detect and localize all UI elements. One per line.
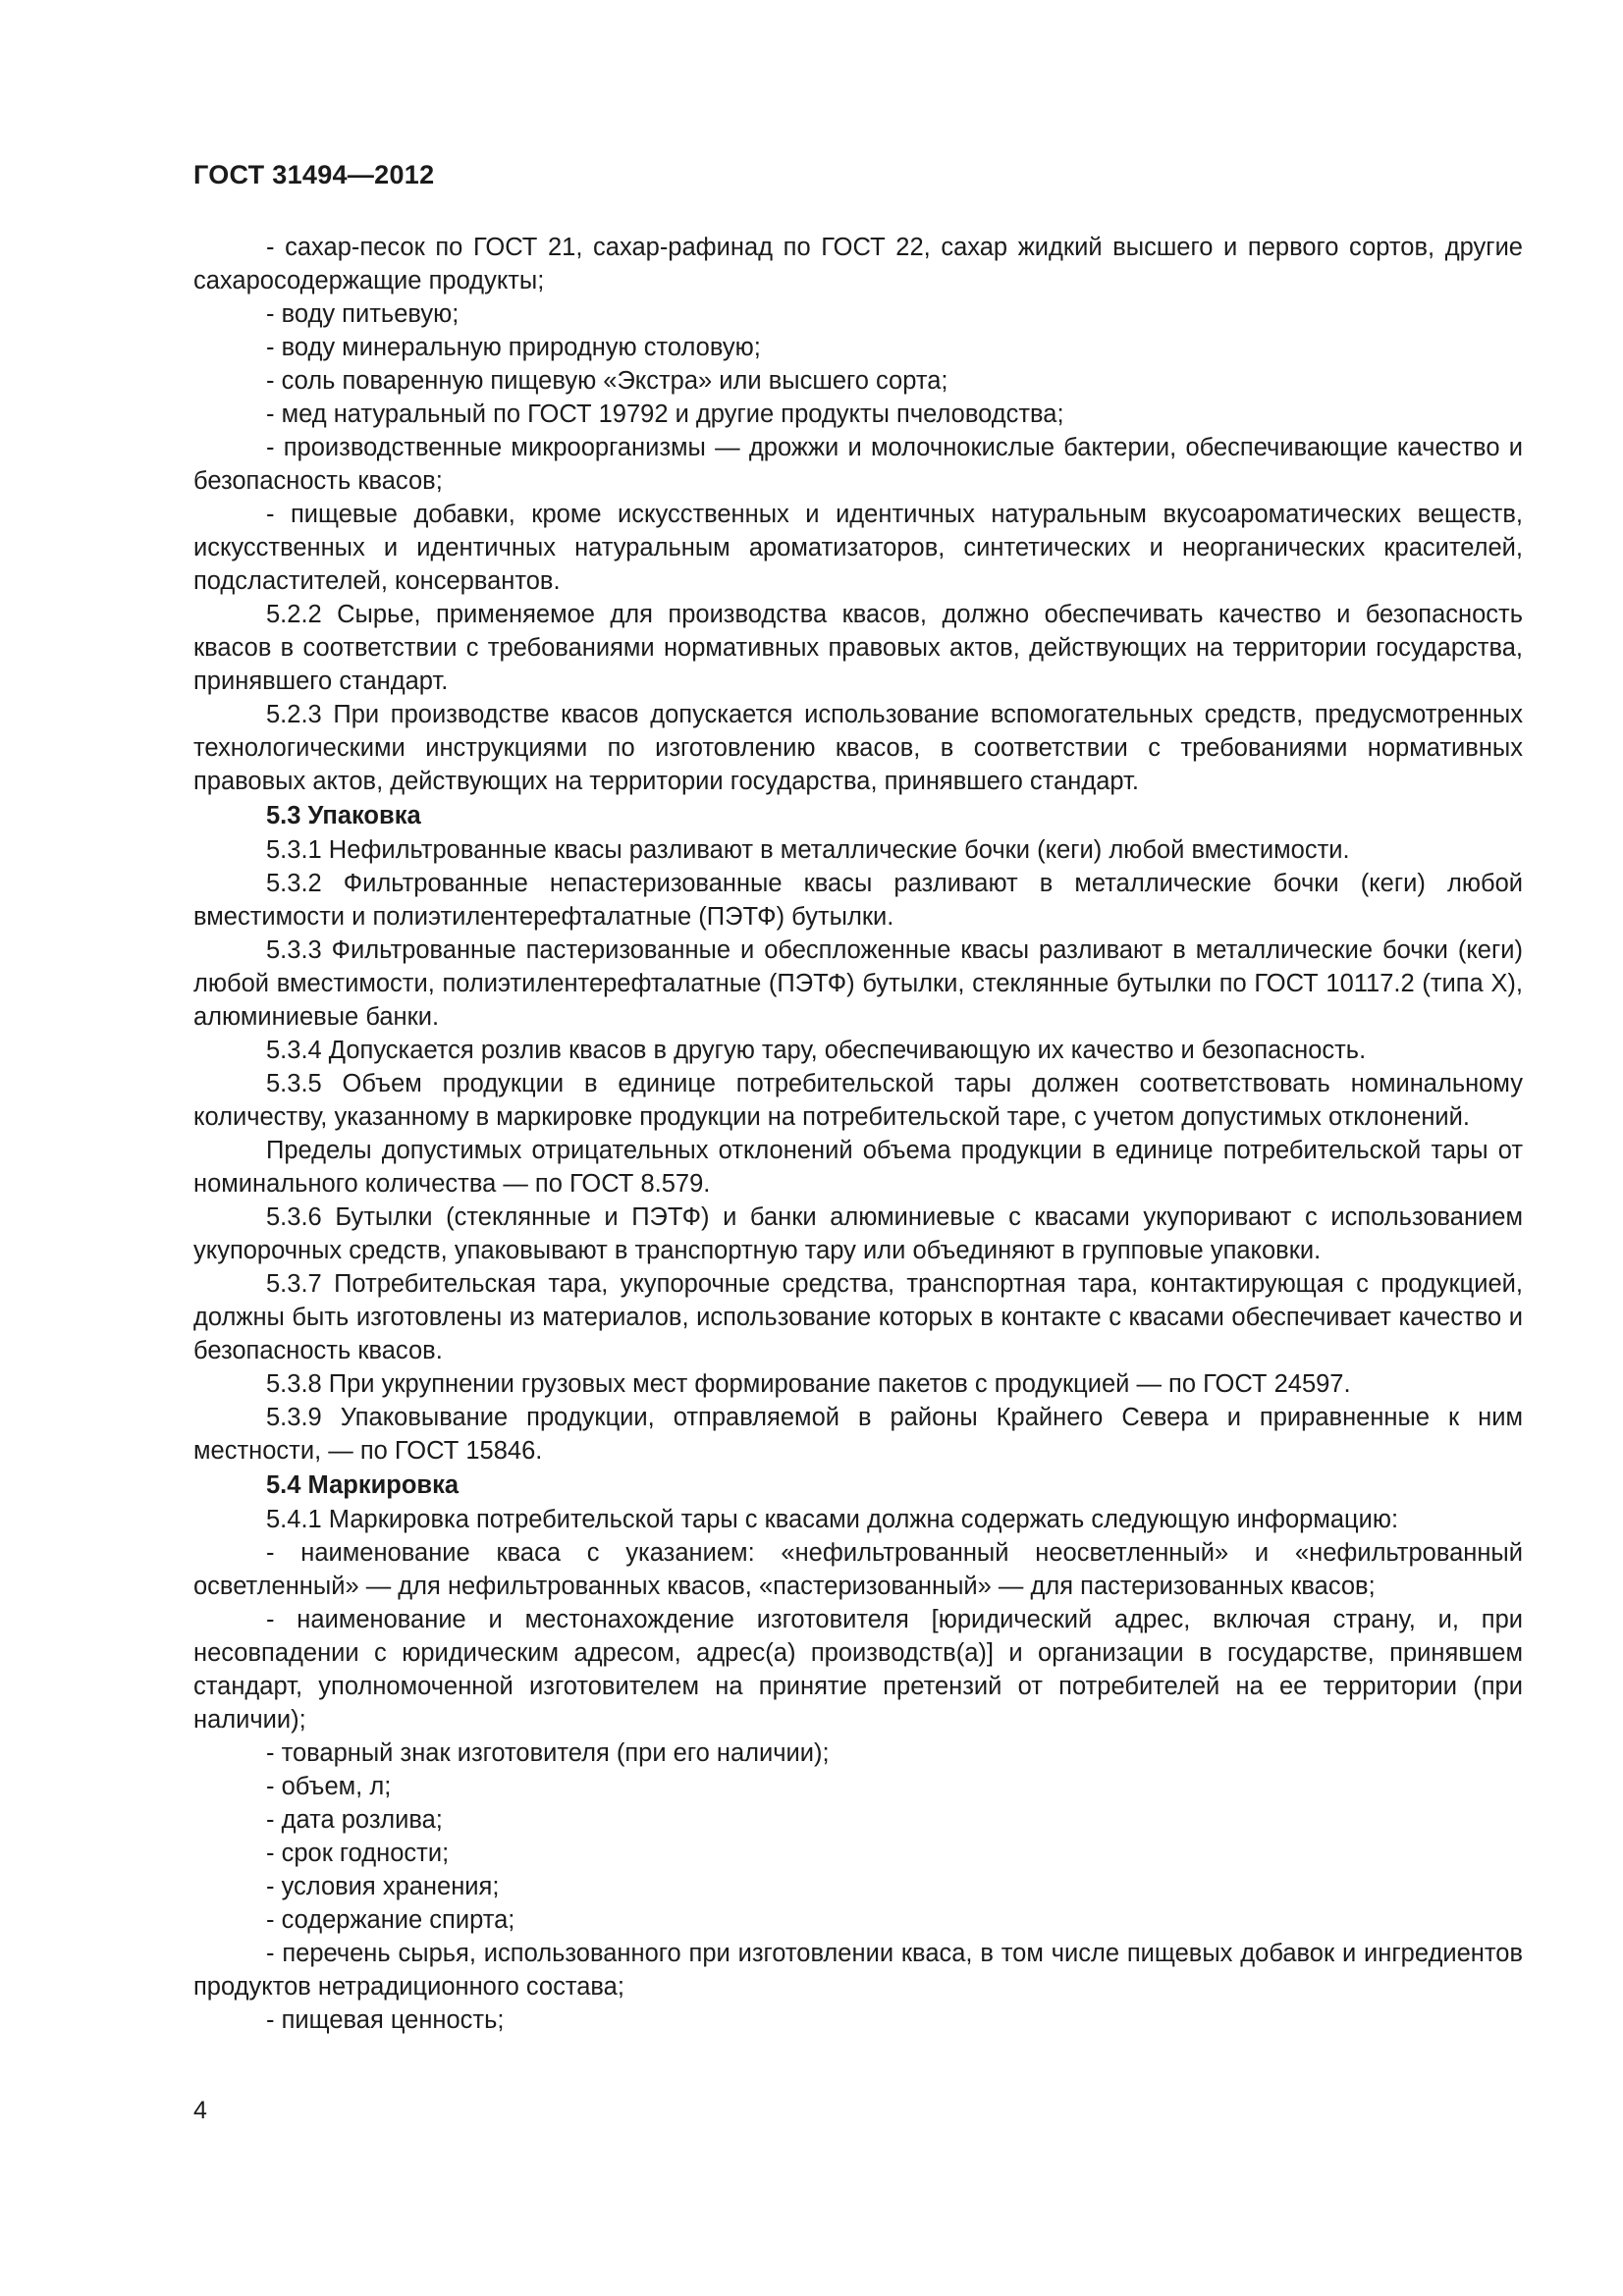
clause-5-3-2: 5.3.2 Фильтрованные непастеризованные квасы разливают в металлические бочки (кеги) любой вместимости и полиэтилентерефталатные (ПЭТФ) бутылки. — [193, 870, 1523, 931]
list-item: - соль поваренную пищевую «Экстра» или высшего сорта; — [266, 367, 948, 395]
list-item: - дата розлива; — [266, 1806, 443, 1834]
clause-5-3-5: 5.3.5 Объем продукции в единице потребительской тары должен соответствовать номинальному количеству, указанному в маркировке продукции на потребительской таре, с учетом допустимых отклонений. — [193, 1070, 1523, 1131]
document-header: ГОСТ 31494—2012 — [193, 160, 435, 189]
list-item: - срок годности; — [266, 1840, 450, 1867]
clause-5-3-6: 5.3.6 Бутылки (стеклянные и ПЭТФ) и банки алюминиевые с квасами укупоривают с использованием укупорочных средств, упаковывают в транспортную тару или объединяют в групповые упаковки. — [193, 1203, 1523, 1264]
list-item: - наименование и местонахождение изготовителя [юридический адрес, включая страну, и, при несовпадении с юридическим адресом, адрес(а) производств(а)] и организации в государстве, принявшем стандарт, уполномоченной изготовителем на принятие претензий от потребителей на ее территории (при наличии); — [193, 1606, 1523, 1734]
clause-5-2-2: 5.2.2 Сырье, применяемое для производства квасов, должно обеспечивать качество и безопасность квасов в соответствии с требованиями нормативных правовых актов, действующих на территории государства, принявшего стандарт. — [193, 601, 1523, 695]
clause-5-3-7: 5.3.7 Потребительская тара, укупорочные средства, транспортная тара, контактирующая с продукцией, должны быть изготовлены из материалов, использование которых в контакте с квасами обеспечивает качество и безопасность квасов. — [193, 1270, 1523, 1364]
list-item: - сахар-песок по ГОСТ 21, сахар-рафинад по ГОСТ 22, сахар жидкий высшего и первого сортов, другие сахаросодержащие продукты; — [193, 234, 1523, 294]
list-item: - объем, л; — [266, 1773, 392, 1800]
list-item: - мед натуральный по ГОСТ 19792 и другие продукты пчеловодства; — [266, 400, 1064, 428]
list-item: - товарный знак изготовителя (при его наличии); — [266, 1739, 830, 1767]
clause-5-3-5-note: Пределы допустимых отрицательных отклонений объема продукции в единице потребительской тары от номинального количества — по ГОСТ 8.579. — [193, 1137, 1523, 1198]
page-number: 4 — [193, 2097, 207, 2124]
list-item: - содержание спирта; — [266, 1906, 515, 1934]
document-body — [193, 231, 1523, 2037]
list-item: - перечень сырья, использованного при изготовлении кваса, в том числе пищевых добавок и ингредиентов продуктов нетрадиционного состава; — [193, 1940, 1523, 2001]
list-item: - условия хранения; — [266, 1873, 500, 1900]
list-item: - производственные микроорганизмы — дрожжи и молочнокислые бактерии, обеспечивающие качество и безопасность квасов; — [193, 434, 1523, 495]
list-item: - воду питьевую; — [266, 300, 460, 328]
clause-5-4-1: 5.4.1 Маркировка потребительской тары с квасами должна содержать следующую информацию: — [266, 1506, 1399, 1533]
list-item: - наименование кваса с указанием: «нефильтрованный неосветленный» и «нефильтрованный осветленный» — для нефильтрованных квасов, «пастеризованный» — для пастеризованных квасов; — [193, 1539, 1523, 1600]
section-heading-5-3: 5.3 Упаковка — [266, 802, 421, 829]
list-item: - пищевая ценность; — [266, 2006, 505, 2034]
clause-5-3-4: 5.3.4 Допускается розлив квасов в другую тару, обеспечивающую их качество и безопасность. — [266, 1037, 1367, 1064]
clause-5-3-1: 5.3.1 Нефильтрованные квасы разливают в металлические бочки (кеги) любой вместимости. — [266, 836, 1350, 864]
clause-5-2-3: 5.2.3 При производстве квасов допускается использование вспомогательных средств, предусмотренных технологическими инструкциями по изготовлению квасов, в соответствии с требованиями нормативных правовых актов, действующих на территории государства, принявшего стандарт. — [193, 701, 1523, 795]
clause-5-3-9: 5.3.9 Упаковывание продукции, отправляемой в районы Крайнего Севера и приравненные к ним местности, — по ГОСТ 15846. — [193, 1404, 1523, 1465]
list-item: - воду минеральную природную столовую; — [266, 334, 761, 361]
clause-5-3-8: 5.3.8 При укрупнении грузовых мест формирование пакетов с продукцией — по ГОСТ 24597. — [266, 1370, 1351, 1398]
list-item: - пищевые добавки, кроме искусственных и идентичных натуральным вкусоароматических веществ, искусственных и идентичных натуральным ароматизаторов, синтетических и неорганических красителей, подсластителей, консервантов. — [193, 501, 1523, 595]
clause-5-3-3: 5.3.3 Фильтрованные пастеризованные и обеспложенные квасы разливают в металлические бочки (кеги) любой вместимости, полиэтилентерефталатные (ПЭТФ) бутылки, стеклянные бутылки по ГОСТ 10117.2 (типа X), алюминиевые банки. — [193, 936, 1523, 1031]
section-heading-5-4: 5.4 Маркировка — [266, 1471, 460, 1499]
